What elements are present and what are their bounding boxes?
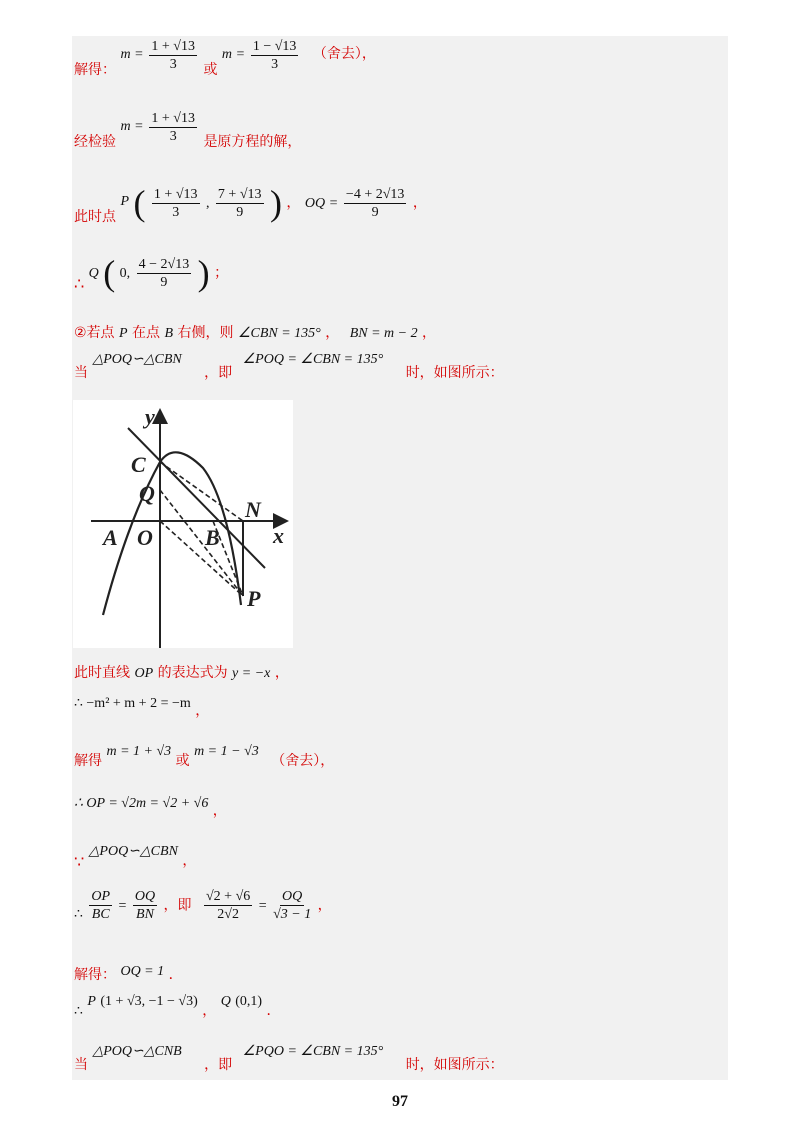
text-label: 的表达式为 xyxy=(157,665,228,681)
math-expr: y = −x xyxy=(232,666,271,681)
math-expr: ∴ OP = √2m = √2 + √6 xyxy=(74,796,209,811)
line-points-result xyxy=(74,990,281,1019)
fraction: $\frac{OQ}{BN}$ xyxy=(134,889,156,922)
text-label: 当 xyxy=(74,365,88,381)
text-label: 右侧，则 xyxy=(177,325,234,341)
math-eq: = xyxy=(258,898,267,914)
fraction: $\frac{1 + √13}{3}$ xyxy=(153,186,198,220)
text-label: 当 xyxy=(74,1057,88,1073)
label-p: P xyxy=(247,586,261,611)
text-discard: （舍去）， xyxy=(271,753,335,769)
label-q: Q xyxy=(139,481,155,506)
line-verify xyxy=(74,110,302,150)
therefore-symbol: ∴ xyxy=(74,906,83,922)
label-c: C xyxy=(131,452,146,477)
label-a: A xyxy=(103,525,118,550)
math-similar: △POQ∽△CNB xyxy=(92,1044,182,1059)
text-or: 或 xyxy=(203,61,218,78)
math-eq: = xyxy=(236,46,245,62)
parabola-curve xyxy=(103,452,241,615)
fraction: $\frac{1 - √13}{3}$ xyxy=(252,39,297,72)
line-solve-m xyxy=(74,38,376,78)
label-n: N xyxy=(245,497,261,522)
line-point-p xyxy=(74,182,427,224)
text-label: 经检验 xyxy=(74,133,116,150)
text-label: 此时点 xyxy=(74,209,116,225)
geometry-figure xyxy=(73,400,293,648)
line-because xyxy=(74,840,197,871)
math-eq: = xyxy=(118,898,127,914)
text-label: ，即 xyxy=(204,1057,233,1073)
math-angle: ∠CBN = 135° xyxy=(237,326,321,341)
therefore-symbol: ∴ xyxy=(74,1004,83,1019)
text-comma: ， xyxy=(195,703,210,719)
paren: ( xyxy=(103,253,116,293)
text-label: 时，如图所示： xyxy=(405,365,504,381)
text-comma: ， xyxy=(202,1003,217,1019)
dash-cn xyxy=(160,462,243,521)
math-var: OQ xyxy=(304,196,326,211)
paren: ) xyxy=(197,253,210,293)
math-expr: BN = m − 2 xyxy=(349,326,418,341)
fraction: $\frac{OP}{BC}$ xyxy=(91,889,111,922)
math-var: Q xyxy=(88,266,99,281)
paren: ( xyxy=(133,183,146,223)
figure-svg xyxy=(73,400,293,648)
math-expr: m = 1 − √3 xyxy=(194,744,259,759)
line-solve-m2 xyxy=(74,740,335,769)
line-op-expression xyxy=(74,662,289,682)
math-similar: △POQ∽△CBN xyxy=(88,844,178,859)
text-label: ，即 xyxy=(204,365,233,381)
math-eq: = xyxy=(135,118,143,134)
text-comma: ， xyxy=(412,195,427,211)
text-label: 在点 xyxy=(132,325,161,341)
text-comma: ， xyxy=(422,325,437,341)
therefore-symbol: ∴ xyxy=(74,274,85,293)
math-expr: OQ = 1 xyxy=(120,964,165,979)
label-x: x xyxy=(273,523,284,548)
fraction: $\frac{-4 + 2√13}{9}$ xyxy=(345,186,405,220)
fraction: $\frac{OQ}{√3 - 1}$ xyxy=(273,889,312,922)
line-point-q xyxy=(74,252,228,294)
math-expr: ∴ −m² + m + 2 = −m xyxy=(74,696,191,711)
text-label: 解得： xyxy=(74,61,116,78)
math-angle: ∠POQ = ∠CBN = 135° xyxy=(242,352,384,367)
math-coord: (1 + √3, −1 − √3) xyxy=(100,994,198,1009)
label-y: y xyxy=(145,404,155,429)
math-var: P xyxy=(120,194,130,209)
math-var: m xyxy=(120,46,131,62)
label-o: O xyxy=(137,525,153,550)
text-period: ． xyxy=(168,967,183,983)
line-op-length xyxy=(74,792,227,819)
math-similar: △POQ∽△CBN xyxy=(92,352,182,367)
text-discard: （舍去）， xyxy=(312,45,376,62)
text-label: ，即 xyxy=(163,897,192,914)
fraction: $\frac{√2 + √6}{2√2}$ xyxy=(206,889,251,922)
fraction: $\frac{4 - 2√13}{9}$ xyxy=(138,256,190,290)
text-label: 时，如图所示： xyxy=(405,1057,504,1073)
text-comma: ， xyxy=(212,803,227,819)
line-similar-2 xyxy=(74,1040,504,1073)
text-comma: ， xyxy=(274,665,289,681)
text-comma: ， xyxy=(286,195,301,211)
page-number: 97 xyxy=(392,1093,408,1110)
line-ratio xyxy=(74,888,332,923)
math-var: m xyxy=(221,46,233,62)
math-var: Q xyxy=(220,994,231,1009)
math-var: OP xyxy=(134,666,154,681)
math-var: P xyxy=(87,994,96,1009)
math-comma: , xyxy=(205,196,210,211)
text-label: 是原方程的解， xyxy=(203,133,302,150)
label-b: B xyxy=(205,525,220,550)
text-comma: ， xyxy=(325,325,340,341)
text-label: 解得： xyxy=(74,967,116,983)
fraction: $\frac{1 + √13}{3}$ xyxy=(151,39,195,72)
fraction: $\frac{1 + √13}{3}$ xyxy=(151,111,195,144)
fraction: $\frac{7 + √13}{9}$ xyxy=(217,186,262,220)
text-comma: ， xyxy=(182,853,197,869)
text-label: 解得 xyxy=(74,753,102,769)
text-or: 或 xyxy=(175,753,190,769)
math-var: m xyxy=(120,118,131,134)
text-label: 此时直线 xyxy=(74,665,130,681)
line-equation xyxy=(74,692,210,719)
math-var: B xyxy=(164,326,174,341)
math-angle: ∠PQO = ∠CBN = 135° xyxy=(242,1044,384,1059)
because-symbol: ∵ xyxy=(74,852,85,871)
math-coord: (0,1) xyxy=(235,994,263,1009)
text-comma: ， xyxy=(317,897,332,914)
math-eq: = xyxy=(135,46,143,62)
line-case-2 xyxy=(74,322,436,342)
text-period: ． xyxy=(266,1003,281,1019)
math-var: P xyxy=(119,326,128,341)
line-similar-1 xyxy=(74,348,504,381)
text-label: ②若点 xyxy=(74,325,115,341)
text-semicolon: ； xyxy=(214,265,229,281)
math-expr: m = 1 + √3 xyxy=(106,744,172,759)
line-solve-oq xyxy=(74,960,183,983)
math-coord: 0, xyxy=(119,266,131,281)
math-eq: = xyxy=(329,196,338,211)
paren: ) xyxy=(269,183,282,223)
